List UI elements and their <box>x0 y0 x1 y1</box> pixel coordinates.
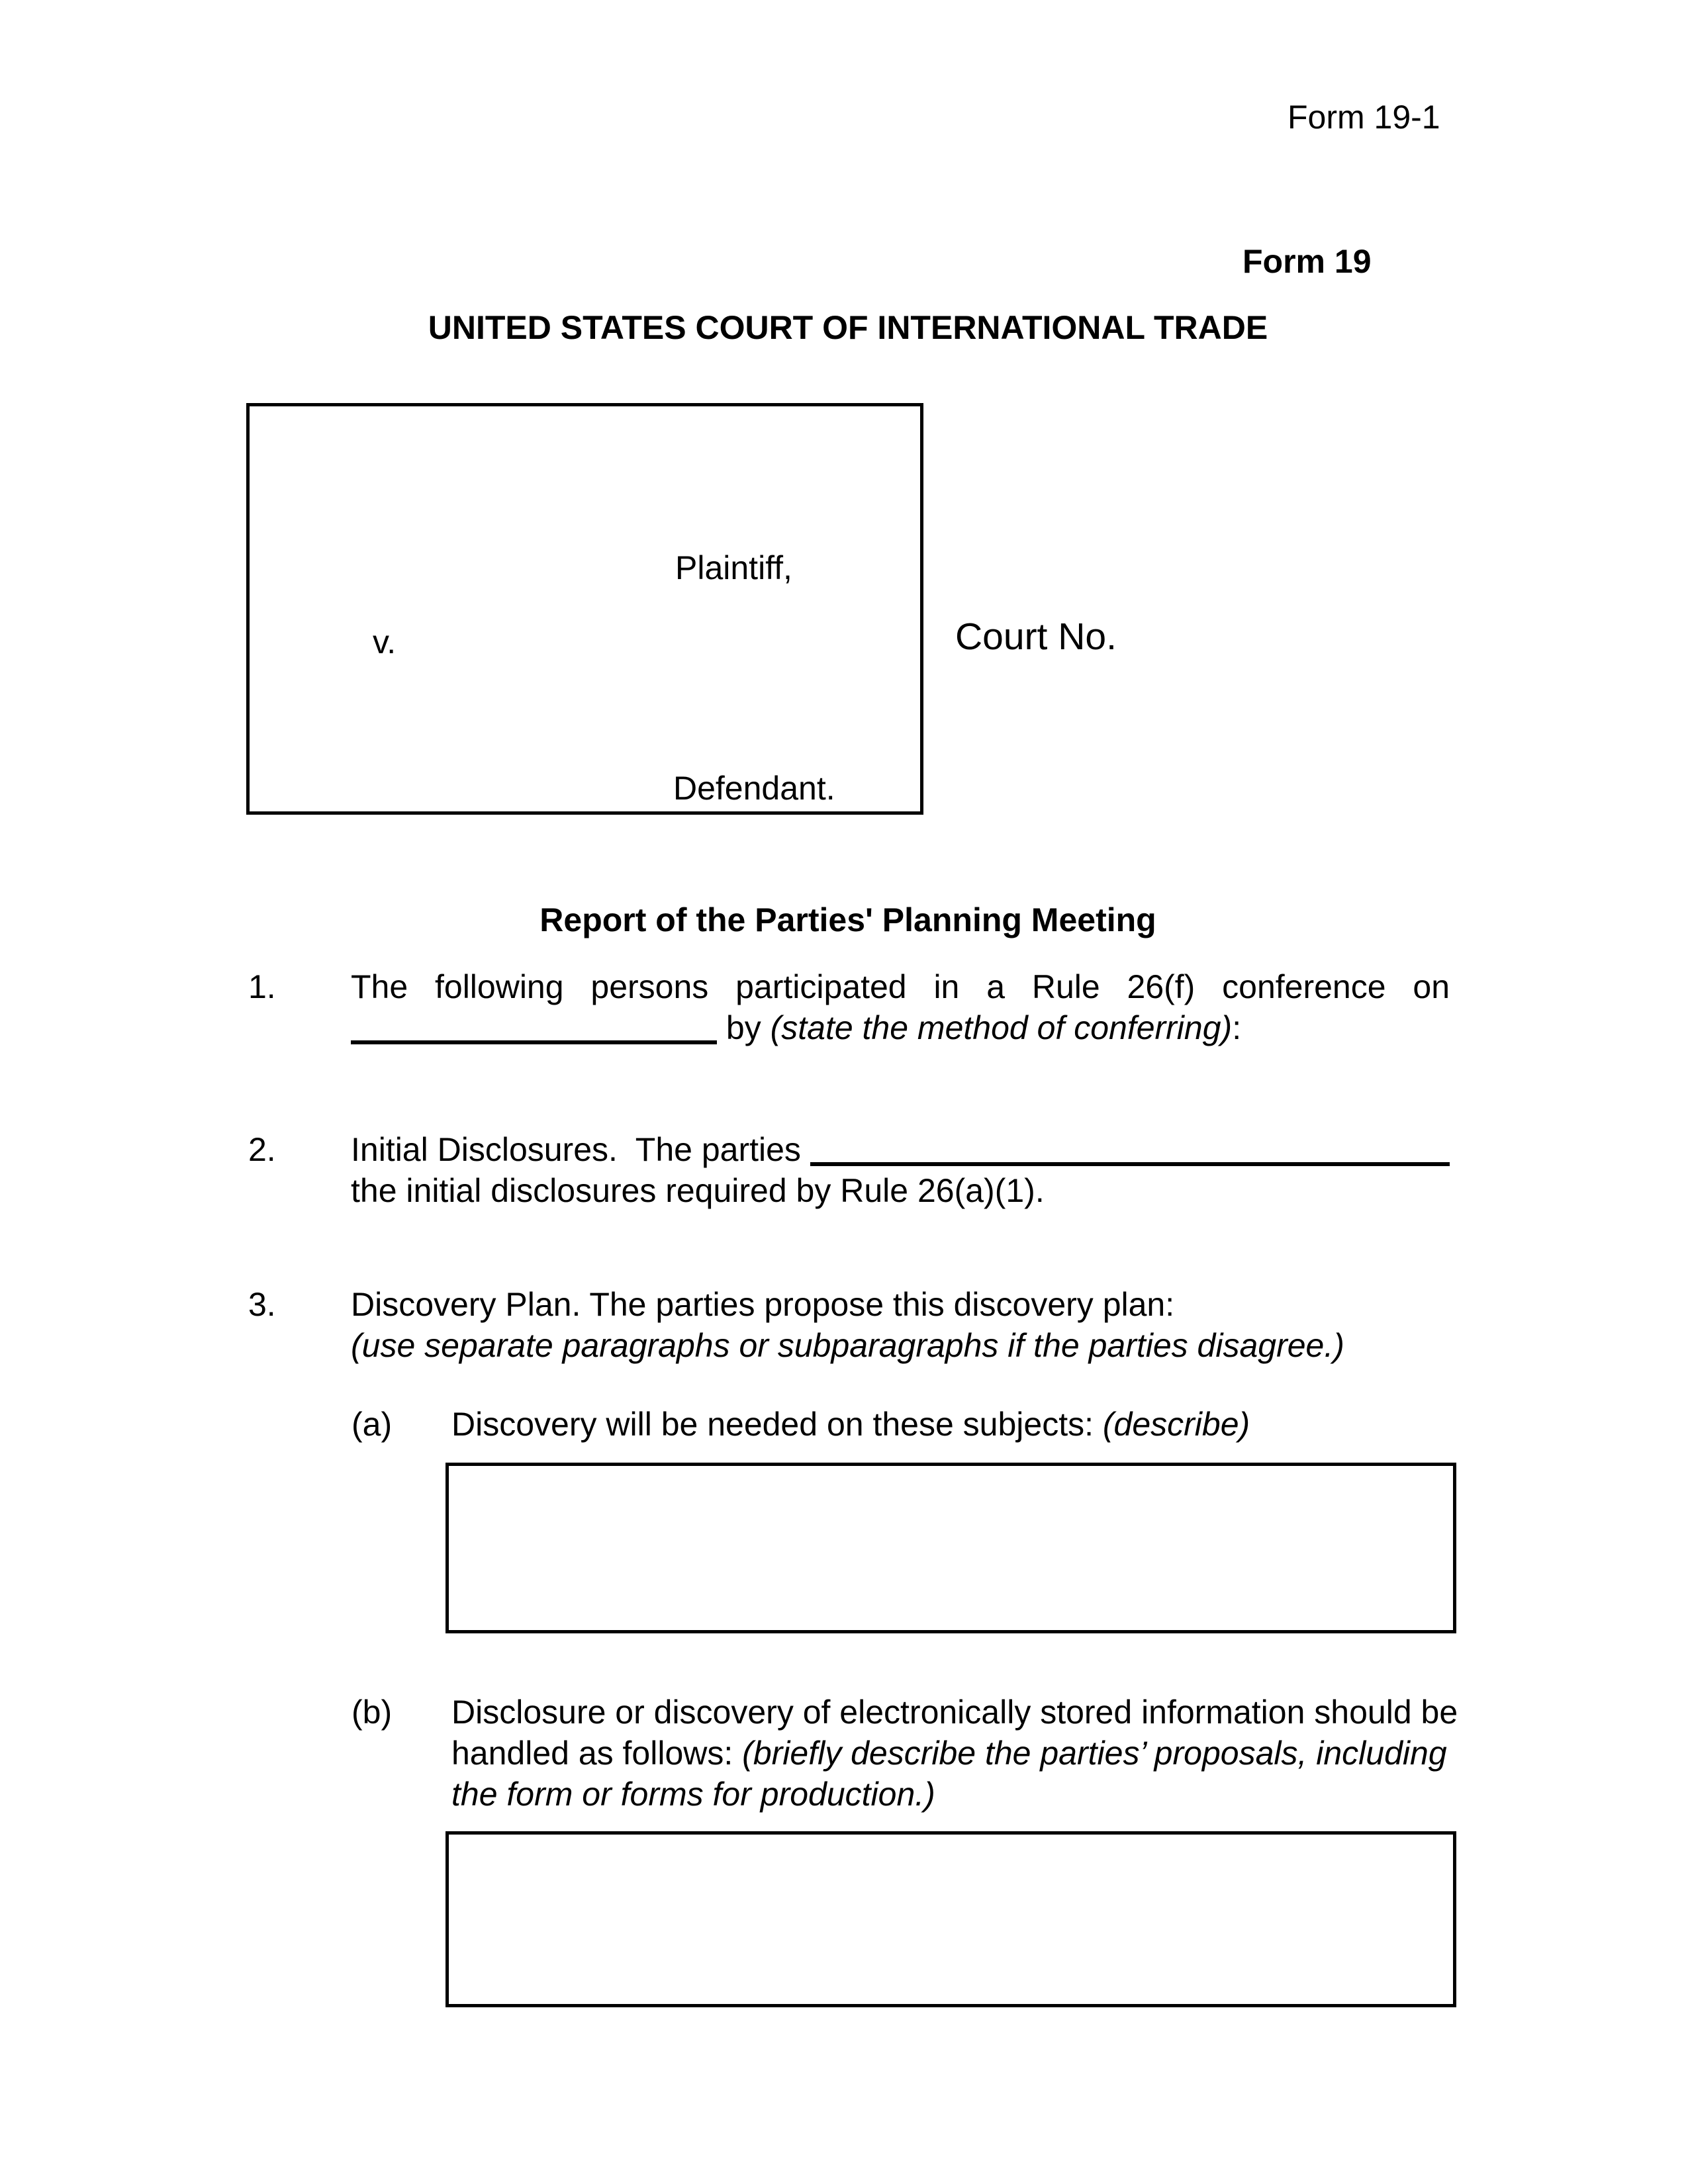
item-1-after-blank: by <box>717 1009 771 1046</box>
item-3-line2-row <box>351 1325 1450 1366</box>
item-3 <box>246 1284 1450 1366</box>
item-2-line1-row <box>351 1129 1450 1170</box>
item-1-suffix: : <box>1232 1009 1242 1046</box>
court-number-label: Court No. <box>955 615 1117 658</box>
court-title: UNITED STATES COURT OF INTERNATIONAL TRADE <box>428 309 1268 346</box>
report-heading: Report of the Parties' Planning Meeting <box>539 901 1156 938</box>
form-number-label: Form 19 <box>1243 243 1372 280</box>
sub-item-a-instruction: (describe) <box>1102 1406 1250 1443</box>
item-1-line1-row <box>351 966 1450 1007</box>
item-2-line2-row <box>351 1170 1450 1211</box>
discovery-subjects-answer-box[interactable] <box>445 1463 1456 1633</box>
item-2-text: Initial Disclosures. The parties <box>351 1131 810 1168</box>
sub-item-b-instruction: (briefly describe the parties’ proposals, including the form or forms for production.) <box>451 1735 1456 1813</box>
initial-disclosures-blank[interactable] <box>810 1162 1450 1166</box>
item-3-line1-row <box>351 1284 1450 1325</box>
item-1-number: 1. <box>248 968 276 1005</box>
item-2-line2: the initial disclosures required by Rule 26(a)(1). <box>351 1172 1045 1209</box>
item-3-text: Discovery Plan. The parties propose this discovery plan: <box>351 1286 1175 1323</box>
page-reference: Form 19-1 <box>1288 99 1440 136</box>
sub-item-a <box>246 1404 1450 1445</box>
item-2-number: 2. <box>248 1131 276 1168</box>
item-3-instruction: (use separate paragraphs or subparagraphs if the parties disagree.) <box>351 1327 1344 1364</box>
sub-item-b-label: (b) <box>352 1694 393 1731</box>
item-1 <box>246 966 1450 1048</box>
sub-item-a-text: Discovery will be needed on these subjects: <box>451 1406 1103 1443</box>
versus-label: v. <box>373 623 397 660</box>
case-caption-box[interactable] <box>246 403 923 815</box>
plaintiff-label: Plaintiff, <box>675 549 792 586</box>
item-1-line2-row <box>351 1007 1450 1048</box>
esi-proposals-answer-box[interactable] <box>445 1831 1456 2007</box>
item-1-method-instruction: (state the method of conferring) <box>770 1009 1233 1046</box>
sub-item-b-text: Disclosure or discovery of electronically stored information should be handled as follows: <box>451 1694 1468 1772</box>
sub-item-b <box>246 1692 1468 1815</box>
conference-date-blank[interactable] <box>351 1040 717 1044</box>
sub-item-a-label: (a) <box>352 1406 393 1443</box>
item-3-number: 3. <box>248 1286 276 1323</box>
defendant-label: Defendant. <box>673 770 835 807</box>
item-2 <box>246 1129 1450 1211</box>
item-1-text: The following persons participated in a Rule 26(f) conference on <box>351 968 1450 1005</box>
